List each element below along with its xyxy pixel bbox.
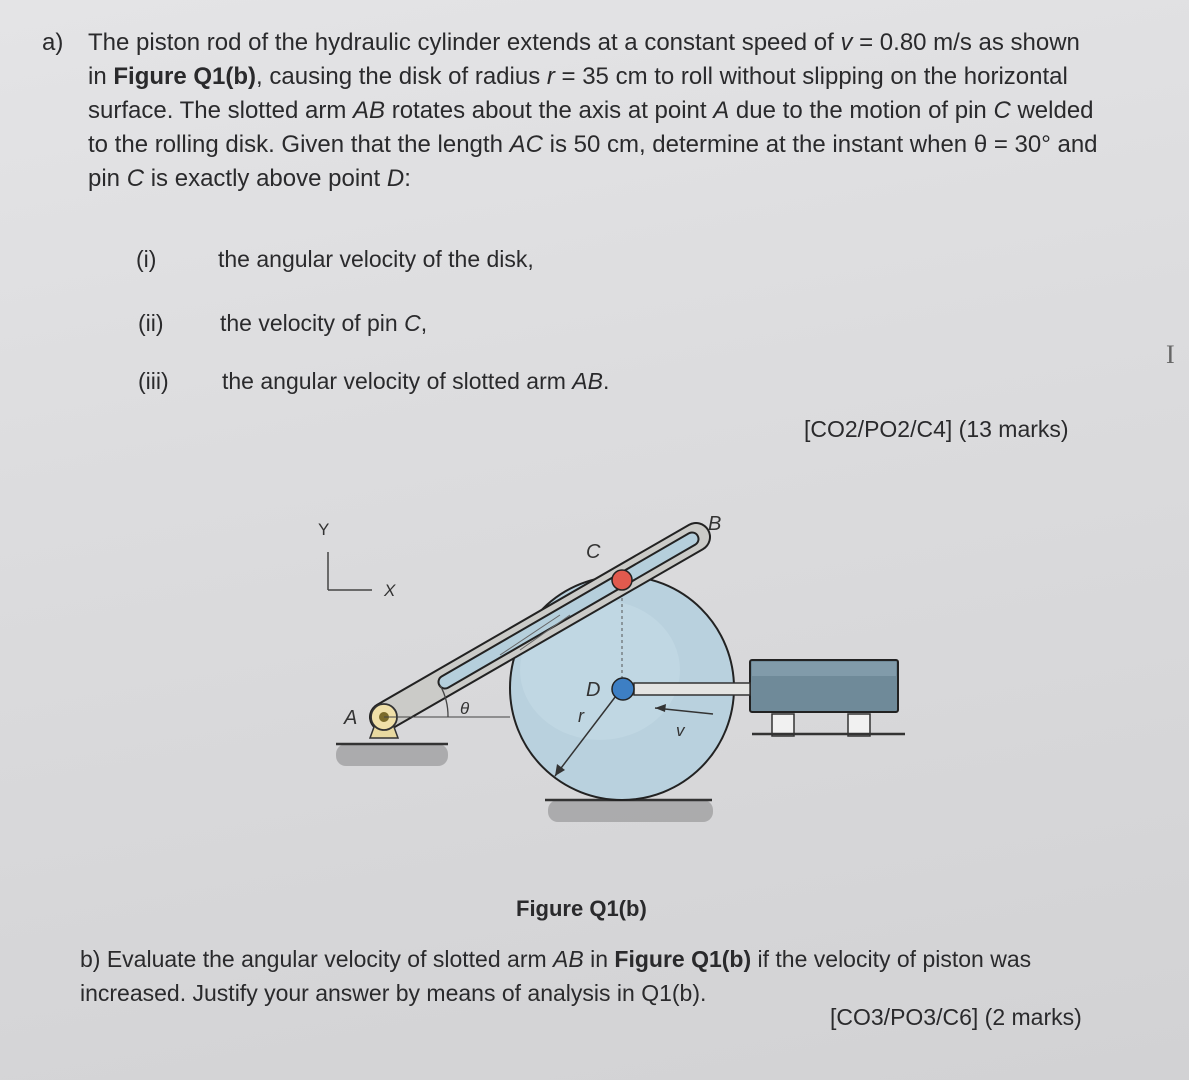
sub-question-text: the angular velocity of slotted arm AB.: [222, 368, 610, 394]
pin-d: [612, 678, 634, 700]
axis-indicator: [318, 520, 396, 600]
label-c: C: [586, 541, 601, 563]
figure-reference: Figure Q1(b): [614, 946, 752, 972]
question-a-text: The piston rod of the hydraulic cylinder extends at a constant speed of v = 0.80 m/s as shown in Figure Q1(b), causing the disk of radius r = 35 cm to roll without slipping on the horizontal surface. The slotted arm AB rotates about the axis at point A due to the motion of pin C welded to the rolling disk. Given that the length AC is 50 cm, determine at the instant when θ = 30° and pin C is exactly above point D:: [88, 29, 1098, 192]
question-a-paragraph: [42, 26, 1102, 196]
pivot-ground: [336, 744, 448, 766]
pivot-a: [370, 704, 398, 738]
piston-rod: [634, 683, 750, 695]
label-d: D: [586, 679, 601, 701]
question-a-label: a): [42, 29, 64, 56]
label-a: A: [344, 707, 358, 729]
marks-b: [CO3/PO3/C6] (2 marks): [830, 1004, 1082, 1030]
x-axis-label: X: [384, 581, 396, 600]
question-b-paragraph: b) Evaluate the angular velocity of slotted arm AB in Figure Q1(b) if the velocity of piston was increased. Justify your answer by means of analysis in Q1(b).: [80, 946, 1032, 1006]
figure-reference: Figure Q1(b): [113, 63, 257, 90]
sub-question-text: the velocity of pin C,: [220, 310, 428, 336]
sub-question-number: (iii): [138, 368, 169, 394]
figure-caption: Figure Q1(b): [516, 896, 647, 921]
label-r: r: [578, 706, 584, 726]
label-b: B: [708, 513, 722, 535]
disk-ground: [545, 800, 713, 822]
sub-question-number: (ii): [138, 310, 164, 336]
sub-question-text: the angular velocity of the disk,: [218, 246, 534, 272]
sub-question-number: (i): [136, 246, 157, 272]
label-v: v: [676, 721, 685, 740]
label-theta: θ: [460, 699, 470, 718]
figure-q1b: [300, 500, 940, 840]
y-axis-label: Y: [318, 520, 330, 539]
hydraulic-cylinder: [750, 660, 905, 736]
text-cursor-icon: I: [1166, 340, 1175, 369]
marks-a: [CO2/PO2/C4] (13 marks): [804, 416, 1069, 442]
pin-c: [612, 570, 632, 590]
